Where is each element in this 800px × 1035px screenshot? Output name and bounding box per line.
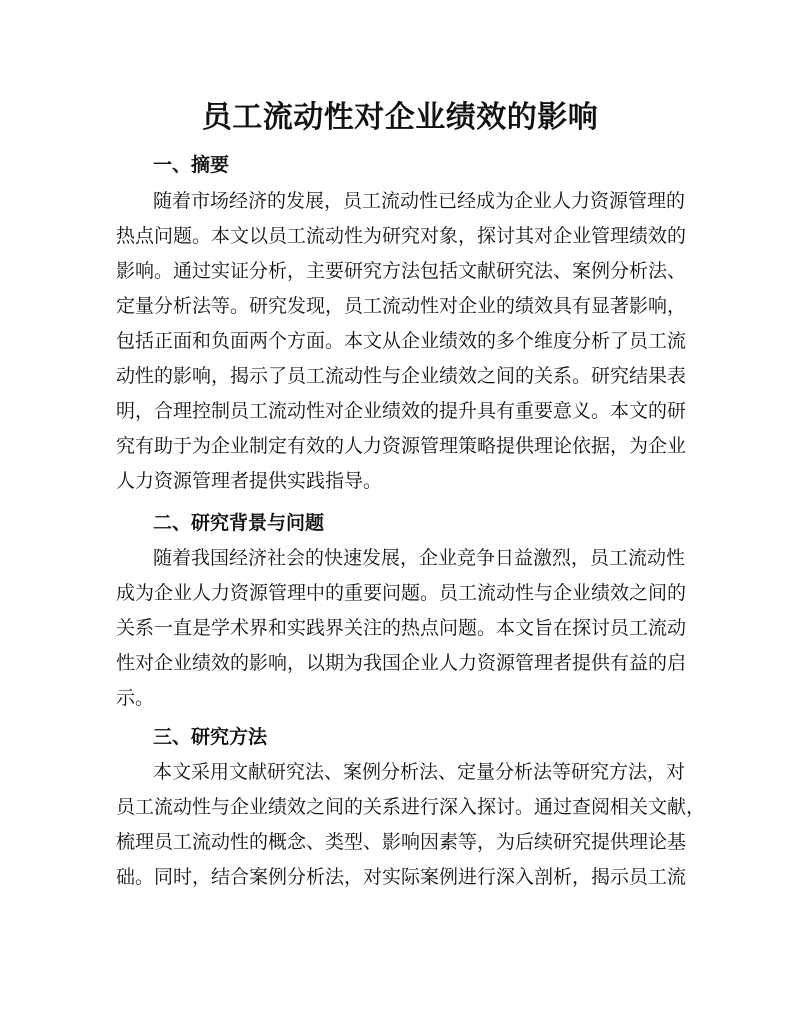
paragraph-line: 人力资源管理者提供实践指导。 xyxy=(116,470,383,492)
paragraph-line: 成为企业人力资源管理中的重要问题。员工流动性与企业绩效之间的 xyxy=(116,582,687,604)
paragraph-line: 梳理员工流动性的概念、类型、影响因素等，为后续研究提供理论基 xyxy=(116,831,687,853)
paragraph-line: 随着我国经济社会的快速发展，企业竞争日益激烈，员工流动性 xyxy=(153,547,686,569)
paragraph-line: 明，合理控制员工流动性对企业绩效的提升具有重要意义。本文的研 xyxy=(116,400,687,422)
paragraph-line: 关系一直是学术界和实践界关注的热点问题。本文旨在探讨员工流动 xyxy=(116,617,687,639)
paragraph-line: 础。同时，结合案例分析法，对实际案例进行深入剖析，揭示员工流 xyxy=(116,866,687,888)
section-heading-method: 三、研究方法 xyxy=(153,726,268,748)
paragraph-line: 包括正面和负面两个方面。本文从企业绩效的多个维度分析了员工流 xyxy=(116,330,687,352)
paragraph-line: 定量分析法等。研究发现，员工流动性对企业的绩效具有显著影响， xyxy=(116,295,687,317)
document-title: 员工流动性对企业绩效的影响 xyxy=(201,100,599,135)
paragraph-line: 示。 xyxy=(116,687,155,709)
paragraph-line: 影响。通过实证分析，主要研究方法包括文献研究法、案例分析法、 xyxy=(116,260,687,282)
paragraph-line: 热点问题。本文以员工流动性为研究对象，探讨其对企业管理绩效的 xyxy=(116,225,687,247)
paragraph-line: 性对企业绩效的影响，以期为我国企业人力资源管理者提供有益的启 xyxy=(116,652,687,674)
paragraph-line: 员工流动性与企业绩效之间的关系进行深入探讨。通过查阅相关文献， xyxy=(116,796,706,818)
paragraph-line: 本文采用文献研究法、案例分析法、定量分析法等研究方法，对 xyxy=(153,761,686,783)
paragraph-line: 随着市场经济的发展，员工流动性已经成为企业人力资源管理的 xyxy=(153,190,686,212)
paragraph-line: 究有助于为企业制定有效的人力资源管理策略提供理论依据，为企业 xyxy=(116,435,687,457)
section-heading-abstract: 一、摘要 xyxy=(153,154,230,176)
paragraph-line: 动性的影响，揭示了员工流动性与企业绩效之间的关系。研究结果表 xyxy=(116,365,687,387)
section-heading-background: 二、研究背景与问题 xyxy=(153,512,325,534)
